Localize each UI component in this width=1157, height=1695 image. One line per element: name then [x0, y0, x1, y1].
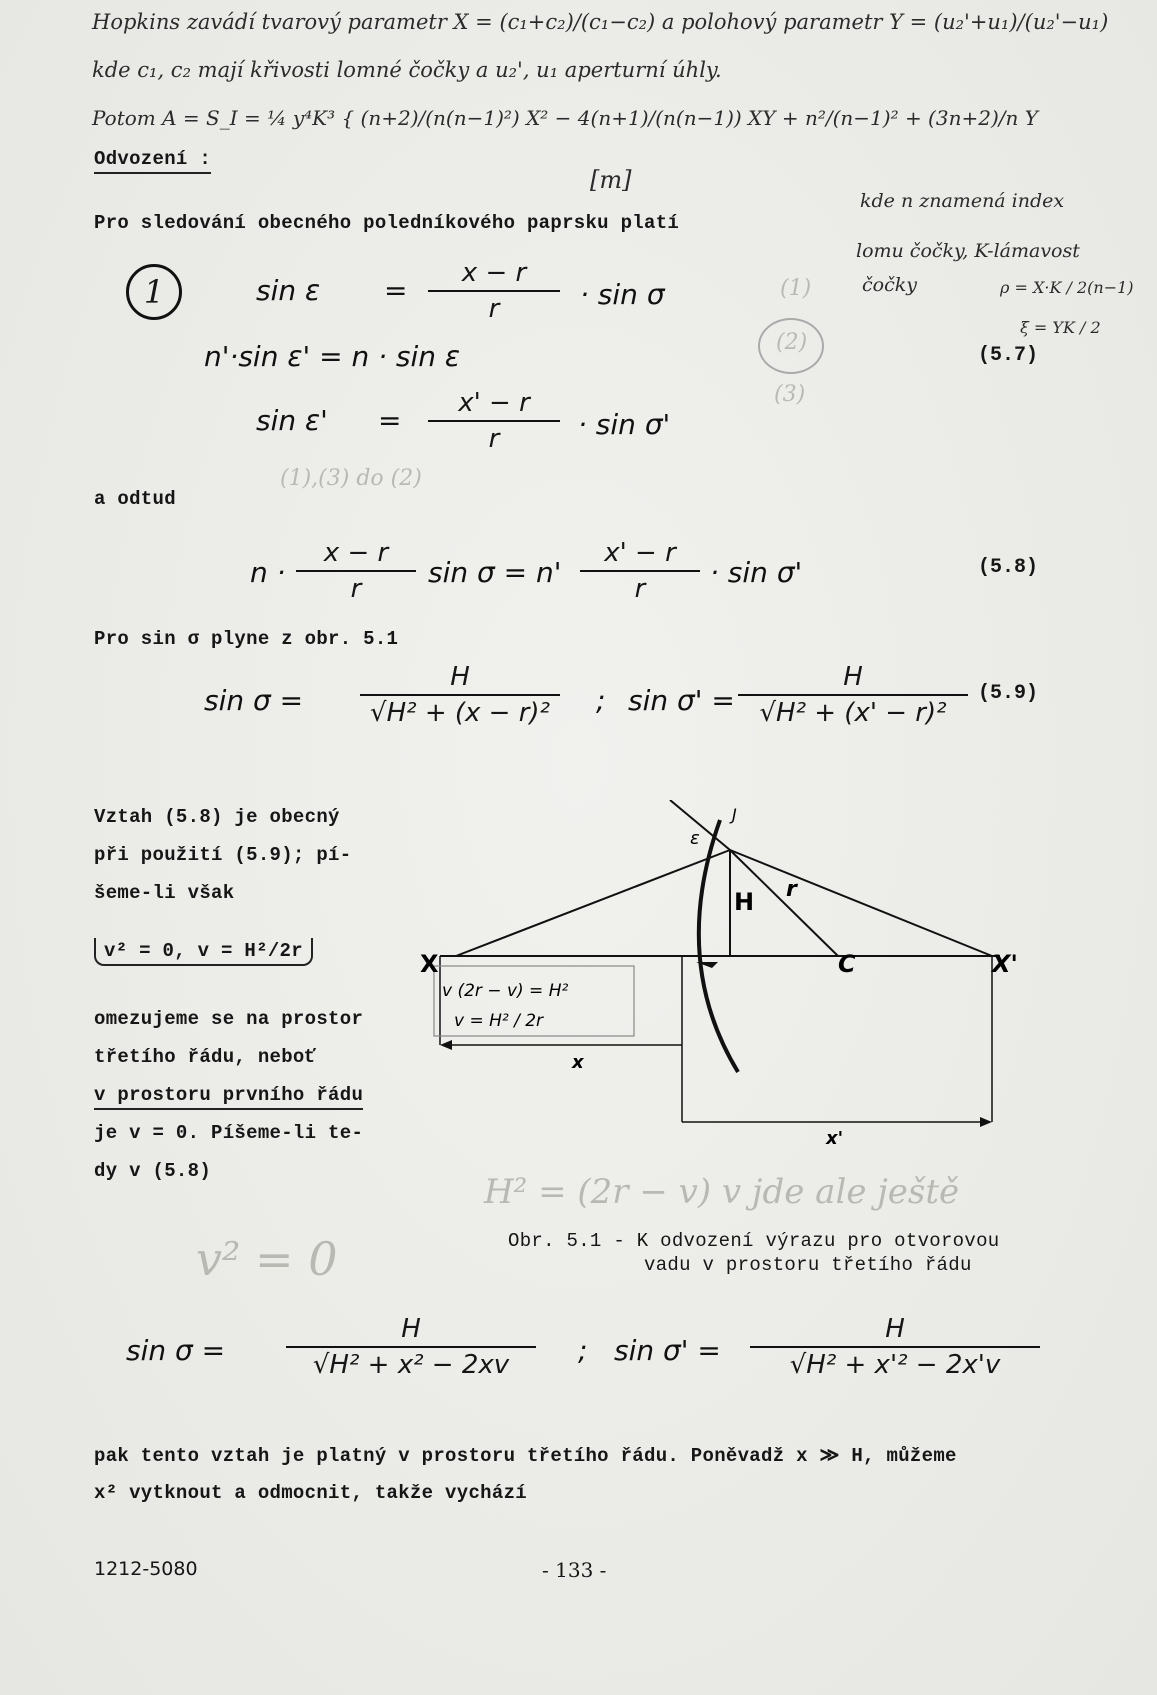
a-odtud-text: a odtud	[94, 488, 176, 510]
left-text-line-3: šeme-li však	[94, 882, 235, 904]
eq58-number: (5.8)	[978, 556, 1039, 579]
eq57-num-3: x' − r	[458, 388, 530, 418]
eqfinal-fraction-2	[750, 1314, 1040, 1380]
label-x-prime: x'	[826, 1128, 844, 1149]
margin-note-1: kde n znamená index	[860, 190, 1065, 212]
eq58-fraction-2	[580, 538, 700, 604]
incident-ray	[456, 850, 730, 956]
left-text-line-5: třetího řádu, neboť	[94, 1046, 317, 1068]
refracting-surface	[699, 820, 738, 1072]
fraction-bar	[428, 420, 560, 422]
handwritten-line-3: Potom A = S_I = ¼ y⁴K³ { (n+2)/(n(n−1)²) X² − 4(n+1)/(n(n−1)) XY + n²/(n−1)² + (3n+2)/n Y	[92, 106, 1038, 130]
label-X: X	[420, 950, 439, 978]
optics-figure	[420, 800, 1020, 1170]
eq57-num-1: x − r	[461, 258, 527, 288]
label-epsilon: ε	[690, 828, 700, 849]
figure-caption-line-1: Obr. 5.1 - K odvození výrazu pro otvorovou	[508, 1230, 1000, 1252]
handwritten-line-2: kde c₁, c₂ mají křivosti lomné čočky a u₂', u₁ aperturní úhly.	[92, 58, 722, 82]
label-x: x	[572, 1052, 584, 1073]
eqfinal-radicand-1: H² + x² − 2xv	[329, 1350, 510, 1380]
fraction-bar	[738, 694, 968, 696]
figure-note-b: v = H² / 2r	[454, 1011, 544, 1031]
eq57-equals-3: =	[378, 404, 402, 437]
eq59-left: sin σ =	[204, 684, 304, 717]
eq57-line1-left: sin ε	[256, 274, 321, 307]
circled-number: 1	[126, 264, 182, 320]
eq59-semicolon: ;	[596, 684, 606, 717]
arrowhead	[440, 1040, 452, 1050]
eq57-line2: n'·sin ε' = n · sin ε	[204, 340, 461, 373]
eq57-den-3: r	[488, 424, 500, 454]
normal-extension	[670, 800, 730, 850]
fraction-bar	[428, 290, 560, 292]
eq58-n: n ·	[250, 556, 286, 589]
label-C: C	[838, 950, 856, 978]
eq57-line1-right: · sin σ	[580, 278, 665, 311]
eq59-left-2: sin σ' =	[628, 684, 735, 717]
pencil-note-bottom: H² = (2r − v) v jde ale ještě	[484, 1172, 960, 1212]
eqfinal-den-2: √H² + x'² − 2x'v	[789, 1350, 1001, 1380]
margin-note-rho: ρ = X·K / 2(n−1)	[1000, 278, 1134, 297]
left-text-line-1: Vztah (5.8) je obecný	[94, 806, 340, 828]
eqfinal-den-1: √H² + x² − 2xv	[312, 1350, 510, 1380]
fraction-bar	[360, 694, 560, 696]
eq59-fraction-2	[738, 662, 968, 728]
eq57-fraction-3	[428, 388, 560, 454]
pro-sin-text: Pro sin σ plyne z obr. 5.1	[94, 628, 399, 650]
refracted-ray	[730, 850, 992, 956]
eq59-radicand-2: H² + (x' − r)²	[776, 698, 947, 728]
eq58-middle: sin σ = n'	[428, 556, 562, 589]
eq59-den-1: √H² + (x − r)²	[370, 698, 550, 728]
eqfinal-semicolon: ;	[578, 1334, 588, 1367]
arrowhead	[980, 1117, 992, 1127]
label-H: H	[734, 888, 755, 916]
handwritten-line-1: Hopkins zavádí tvarový parametr X = (c₁+c₂)/(c₁−c₂) a polohový parametr Y = (u₂'+u₁)/(u₂'−u₁)	[92, 10, 1109, 34]
eq57-number: (5.7)	[978, 344, 1039, 367]
margin-note-xi: ξ = YK / 2	[1020, 318, 1101, 337]
closing-line-2: x² vytknout a odmocnit, takže vychází	[94, 1482, 527, 1504]
eq59-radicand-1: H² + (x − r)²	[386, 698, 550, 728]
left-text-line-2: při použití (5.9); pí-	[94, 844, 352, 866]
eq59-num-2: H	[843, 662, 863, 692]
margin-note-3: čočky	[862, 274, 917, 296]
pencil-note-1: (1),(3) do (2)	[280, 466, 422, 491]
eq57-den-1: r	[488, 294, 500, 324]
eqfinal-left-2: sin σ' =	[614, 1334, 721, 1367]
pencil-mark-1: (1)	[780, 276, 812, 301]
closing-line-1: pak tento vztah je platný v prostoru třetího řádu. Poněvadž x ≫ H, můžeme	[94, 1445, 957, 1467]
footer-code: 1212-5080	[94, 1558, 198, 1580]
eqfinal-left: sin σ =	[126, 1334, 226, 1367]
eq58-end: · sin σ'	[710, 556, 803, 589]
eq59-number: (5.9)	[978, 682, 1039, 705]
pencil-note-v0: v² = 0	[196, 1232, 338, 1286]
eq58-num-2: x' − r	[604, 538, 676, 568]
intro-text: Pro sledování obecného poledníkového paprsku platí	[94, 212, 680, 234]
label-r: r	[786, 877, 797, 902]
fraction-bar	[286, 1346, 536, 1348]
left-text-line-7: je v = 0. Píšeme-li te-	[94, 1122, 364, 1144]
eq58-num-1: x − r	[323, 538, 389, 568]
eqfinal-fraction-1	[286, 1314, 536, 1380]
eq57-equals-1: =	[384, 274, 408, 307]
eq59-den-2: √H² + (x' − r)²	[759, 698, 947, 728]
label-X-prime: X'	[992, 950, 1018, 978]
left-text-line-8: dy v (5.8)	[94, 1160, 212, 1182]
eq59-fraction-1	[360, 662, 560, 728]
margin-note-2: lomu čočky, K-lámavost	[856, 240, 1080, 262]
page-number: - 133 -	[542, 1558, 607, 1582]
figure-note-a: v (2r − v) = H²	[442, 981, 569, 1001]
pencil-mark-3: (3)	[774, 382, 806, 407]
eq57-line3-left: sin ε'	[256, 404, 328, 437]
left-text-line-6: v prostoru prvního řádu	[94, 1084, 363, 1110]
eq59-num-1: H	[450, 662, 470, 692]
fraction-bar	[580, 570, 700, 572]
figure-caption-line-2: vadu v prostoru třetího řádu	[644, 1254, 972, 1276]
eq58-den-1: r	[350, 574, 362, 604]
eqfinal-num-2: H	[885, 1314, 905, 1344]
fraction-bar	[296, 570, 416, 572]
fraction-bar	[750, 1346, 1040, 1348]
handwritten-unit: [m]	[590, 166, 632, 194]
left-text-line-4: omezujeme se na prostor	[94, 1008, 364, 1030]
eq57-fraction-1	[428, 258, 560, 324]
eq57-line3-right: · sin σ'	[578, 408, 671, 441]
eq58-den-2: r	[634, 574, 646, 604]
pencil-mark-2: (2)	[776, 330, 808, 355]
eq58-fraction-1	[296, 538, 416, 604]
label-J: J	[732, 805, 737, 824]
eqfinal-radicand-2: H² + x'² − 2x'v	[806, 1350, 1001, 1380]
eqfinal-num-1: H	[401, 1314, 421, 1344]
boxed-condition: v² = 0, v = H²/2r	[94, 938, 313, 966]
section-heading: Odvození :	[94, 148, 211, 174]
